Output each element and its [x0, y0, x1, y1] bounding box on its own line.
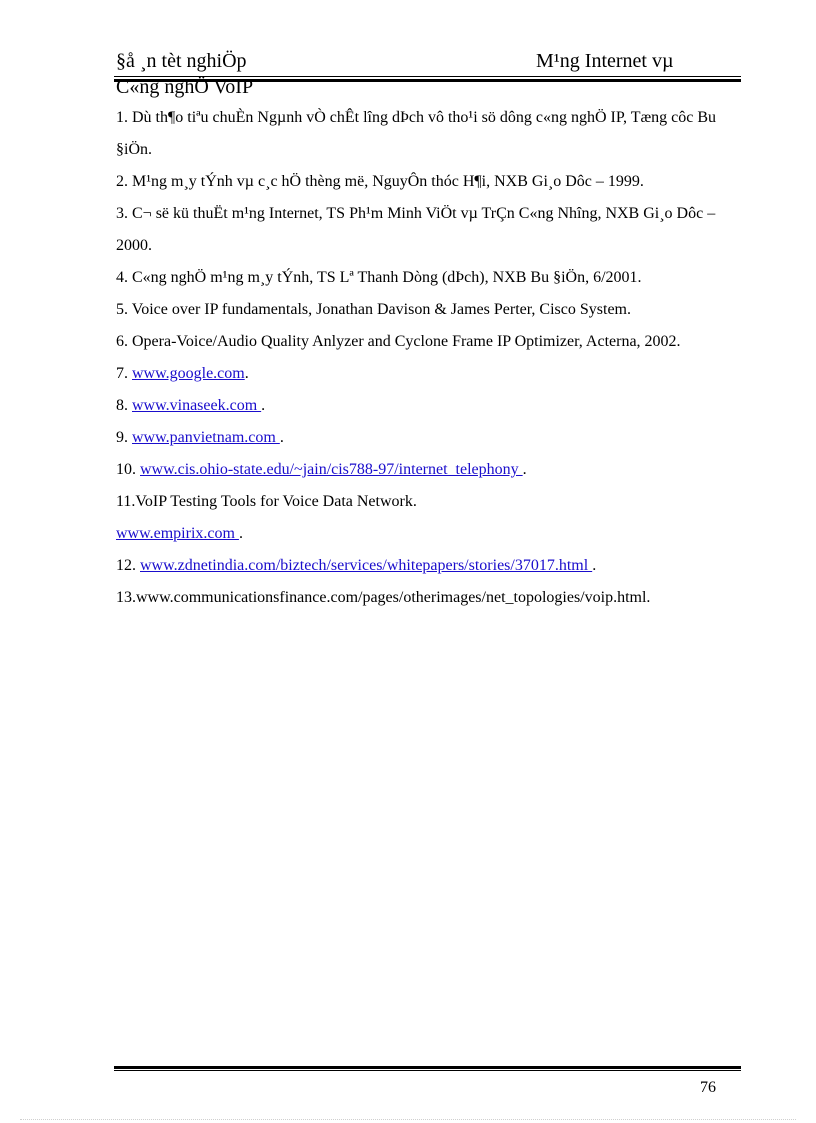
header-title-right: M¹ng Internet vµ: [536, 50, 674, 72]
reference-9-link[interactable]: www.panvietnam.com: [132, 429, 280, 446]
reference-8-link[interactable]: www.vinaseek.com: [132, 397, 262, 414]
reference-2: 2. M¹ng m¸y tÝnh vµ c¸c hÖ thèng më, NguyÔn thóc H¶i, NXB Gi¸o Dôc – 1999.: [116, 173, 644, 190]
reference-9: 9. www.panvietnam.com .: [116, 429, 284, 446]
reference-10: 10. www.cis.ohio-state.edu/~jain/cis788-97/internet_telephony .: [116, 461, 527, 478]
reference-3: 3. C¬ së kü thuËt m¹ng Internet, TS Ph¹m Minh ViÖt vµ TrÇn C«ng Nhîng, NXB Gi¸o Dôc – 2000.: [116, 205, 716, 254]
reference-11-link[interactable]: www.empirix.com: [116, 525, 239, 542]
reference-6: 6. Opera-Voice/Audio Quality Anlyzer and Cyclone Frame IP Optimizer, Acterna, 2002.: [116, 333, 681, 350]
reference-13: 13.www.communicationsfinance.com/pages/otherimages/net_topologies/voip.html.: [116, 589, 651, 606]
reference-4: 4. C«ng nghÖ m¹ng m¸y tÝnh, TS Lª Thanh Dòng (dÞch), NXB Bu §iÖn, 6/2001.: [116, 269, 642, 286]
reference-12: 12. www.zdnetindia.com/biztech/services/whitepapers/stories/37017.html .: [116, 557, 597, 574]
reference-list: [116, 102, 742, 614]
reference-8: 8. www.vinaseek.com .: [116, 397, 266, 414]
reference-12-link[interactable]: www.zdnetindia.com/biztech/services/whitepapers/stories/37017.html: [140, 557, 593, 574]
header-subtitle: C«ng nghÖ VoIP: [116, 76, 254, 98]
page-number: 76: [700, 1079, 716, 1096]
reference-11-url: www.empirix.com .: [116, 525, 243, 542]
header-title-left: §å ¸n tèt nghiÖp: [116, 50, 247, 72]
reference-1: 1. Dù th¶o tiªu chuÈn Ngµnh vÒ chÊt lîng dÞch vô tho¹i sö dông c«ng nghÖ IP, Tæng côc Bu §iÖn.: [116, 109, 717, 158]
reference-10-link[interactable]: www.cis.ohio-state.edu/~jain/cis788-97/internet_telephony: [140, 461, 523, 478]
reference-7-link[interactable]: www.google.com: [132, 365, 245, 382]
reference-11: 11.VoIP Testing Tools for Voice Data Network.: [116, 493, 417, 510]
bottom-dotted-border: [20, 1119, 796, 1120]
reference-7: 7. www.google.com.: [116, 365, 249, 382]
footer-rule-thick: [114, 1066, 741, 1069]
footer-rule: [114, 1070, 741, 1071]
reference-5: 5. Voice over IP fundamentals, Jonathan Davison & James Perter, Cisco System.: [116, 301, 631, 318]
